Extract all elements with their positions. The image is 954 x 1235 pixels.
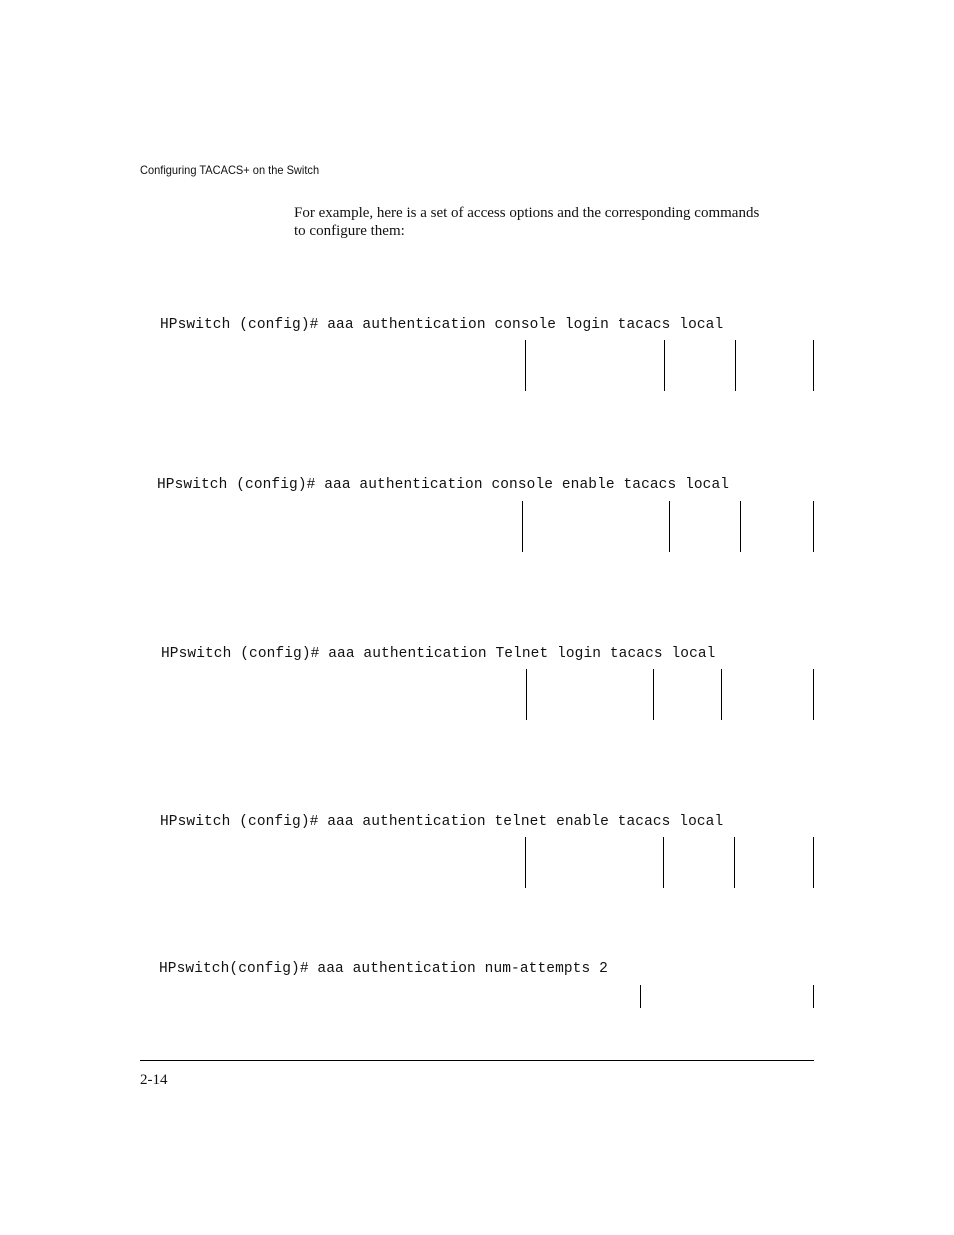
- callout-line: [669, 501, 670, 552]
- callout-line: [525, 340, 526, 391]
- callout-line: [813, 837, 814, 888]
- callout-line: [526, 669, 527, 720]
- callout-line: [813, 669, 814, 720]
- running-header: Configuring TACACS+ on the Switch: [140, 163, 320, 177]
- page-number: 2-14: [140, 1072, 168, 1088]
- callout-line: [664, 340, 665, 391]
- callout-line: [640, 985, 641, 1008]
- command-telnet-enable: HPswitch (config)# aaa authentication telnet enable tacacs local: [160, 814, 724, 830]
- callout-line: [721, 669, 722, 720]
- callout-line: [525, 837, 526, 888]
- callout-line: [734, 837, 735, 888]
- callout-line: [663, 837, 664, 888]
- footer-rule: [140, 1060, 814, 1061]
- callout-line: [813, 985, 814, 1008]
- callout-line: [522, 501, 523, 552]
- command-console-enable: HPswitch (config)# aaa authentication console enable tacacs local: [157, 477, 730, 493]
- callout-line: [653, 669, 654, 720]
- callout-line: [740, 501, 741, 552]
- command-console-login: HPswitch (config)# aaa authentication console login tacacs local: [160, 317, 724, 333]
- intro-paragraph: For example, here is a set of access options and the corresponding commands to configure them:: [294, 205, 760, 239]
- callout-line: [813, 501, 814, 552]
- command-num-attempts: HPswitch(config)# aaa authentication num-attempts 2: [159, 961, 608, 977]
- command-telnet-login: HPswitch (config)# aaa authentication Telnet login tacacs local: [161, 646, 716, 662]
- callout-line: [735, 340, 736, 391]
- callout-line: [813, 340, 814, 391]
